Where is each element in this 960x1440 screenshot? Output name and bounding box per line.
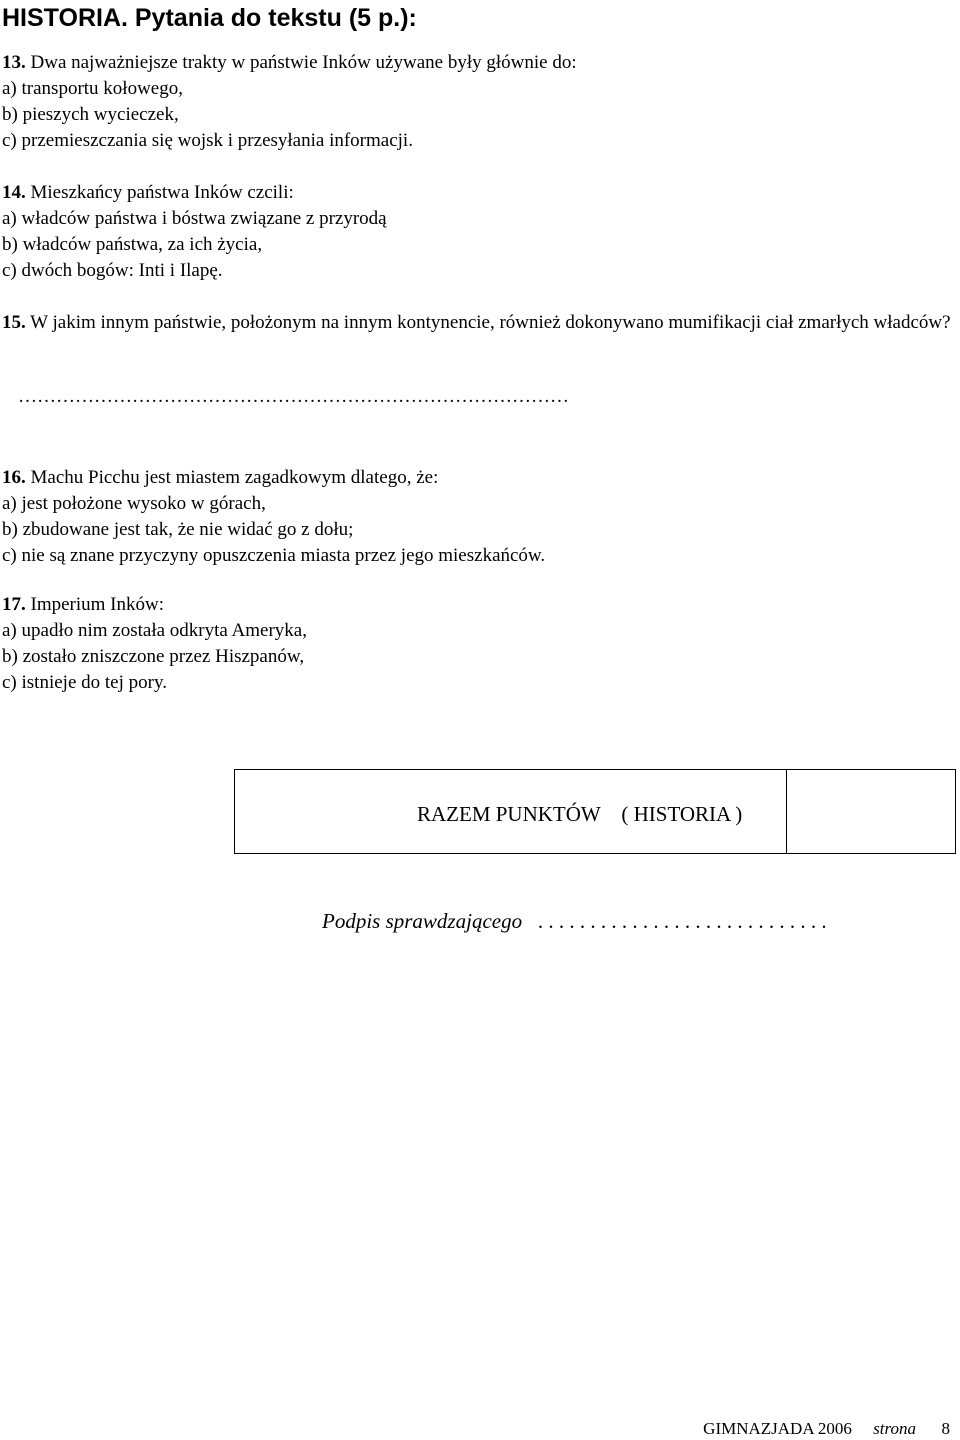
footer-page-word: strona	[873, 1419, 916, 1438]
score-box	[234, 769, 956, 854]
option-a: a) władców państwa i bóstwa związane z przyrodą	[2, 208, 387, 229]
score-value-cell[interactable]	[787, 770, 955, 853]
option-a: a) transportu kołowego,	[2, 78, 183, 99]
answer-line[interactable]: ……………………………………………………………………………	[18, 386, 569, 407]
question-prompt: Mieszkańcy państwa Inków czcili:	[30, 182, 294, 203]
question-13-text	[2, 50, 952, 76]
option-b: b) pieszych wycieczek,	[2, 104, 179, 125]
option-b: b) władców państwa, za ich życia,	[2, 234, 263, 255]
score-label: RAZEM PUNKTÓW ( HISTORIA )	[417, 802, 743, 826]
question-prompt: W jakim innym państwie, położonym na innym kontynencie, również dokonywano mumifikacji ciał zmarłych władców?	[30, 312, 951, 333]
question-number: 16.	[2, 467, 26, 488]
question-17-text	[2, 592, 952, 618]
footer-page-number: 8	[941, 1419, 950, 1438]
question-15	[2, 310, 952, 336]
question-number: 17.	[2, 594, 26, 615]
option-c: c) nie są znane przyczyny opuszczenia miasta przez jego mieszkańców.	[2, 545, 546, 566]
question-17	[2, 592, 952, 696]
question-13	[2, 50, 952, 154]
option-c: c) dwóch bogów: Inti i Ilapę.	[2, 260, 223, 281]
page-footer	[703, 1418, 950, 1440]
option-c: c) istnieje do tej pory.	[2, 672, 167, 693]
question-15-text	[2, 310, 952, 336]
option-b: b) zostało zniszczone przez Hiszpanów,	[2, 646, 305, 667]
question-16	[2, 465, 952, 569]
question-number: 14.	[2, 182, 26, 203]
question-number: 15.	[2, 312, 26, 333]
question-16-text	[2, 465, 952, 491]
question-14-text	[2, 180, 952, 206]
question-14	[2, 180, 952, 284]
question-prompt: Dwa najważniejsze trakty w państwie Inków używane były głównie do:	[30, 52, 577, 73]
signature-label: Podpis sprawdzającego	[322, 909, 523, 933]
signature-line	[322, 907, 827, 935]
question-prompt: Machu Picchu jest miastem zagadkowym dlatego, że:	[30, 467, 439, 488]
option-a: a) jest położone wysoko w górach,	[2, 493, 266, 514]
footer-event: GIMNAZJADA 2006	[703, 1419, 852, 1438]
question-prompt: Imperium Inków:	[30, 594, 165, 615]
option-a: a) upadło nim została odkryta Ameryka,	[2, 620, 307, 641]
question-number: 13.	[2, 52, 26, 73]
option-b: b) zbudowane jest tak, że nie widać go z dołu;	[2, 519, 354, 540]
page-title: HISTORIA. Pytania do tekstu (5 p.):	[2, 4, 417, 32]
option-c: c) przemieszczania się wojsk i przesyłania informacji.	[2, 130, 413, 151]
signature-dots[interactable]: . . . . . . . . . . . . . . . . . . . . . . . . . . . .	[522, 909, 827, 933]
